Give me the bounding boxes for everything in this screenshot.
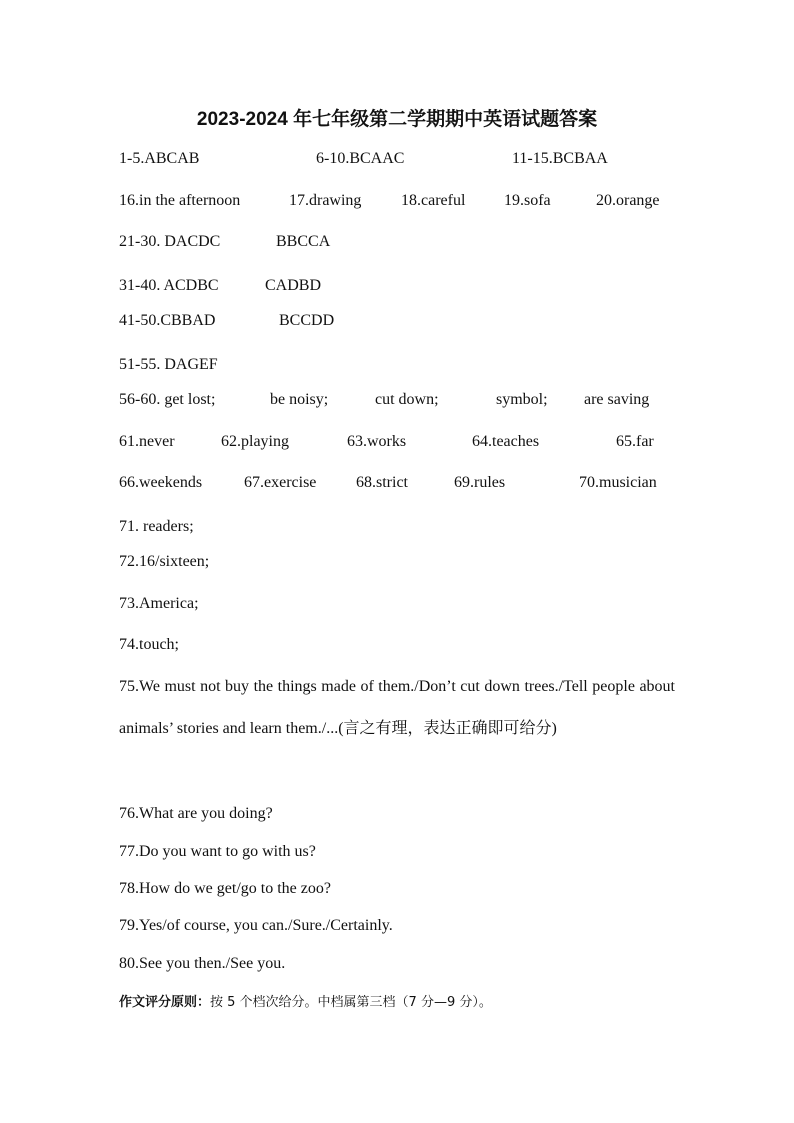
answer-67: 67.exercise — [244, 474, 317, 491]
answer-62: 62.playing — [221, 433, 289, 450]
answer-19: 19.sofa — [504, 192, 551, 209]
answer-68: 68.strict — [356, 474, 408, 491]
answer-79: 79.Yes/of course, you can./Sure./Certainly. — [119, 917, 393, 934]
answer-6-10: 6-10.BCAAC — [316, 150, 405, 167]
answer-74: 74.touch; — [119, 636, 179, 653]
answer-11-15: 11-15.BCBAA — [512, 150, 608, 167]
answer-64: 64.teaches — [472, 433, 540, 450]
answer-51-55: 51-55. DAGEF — [119, 356, 218, 373]
answer-16: 16.in the afternoon — [119, 192, 241, 209]
essay-scoring-label: 作文评分原则： — [119, 995, 211, 1010]
answer-1-5: 1-5.ABCAB — [119, 150, 200, 167]
answer-26-30: BBCCA — [276, 233, 331, 250]
page-title: 2023-2024 年七年级第二学期期中英语试题答案 — [196, 109, 598, 130]
answer-63: 63.works — [347, 433, 407, 450]
answer-57: be noisy; — [270, 391, 329, 408]
answer-41-45: 41-50.CBBAD — [119, 312, 216, 329]
answer-69: 69.rules — [454, 474, 506, 491]
answer-56: 56-60. get lost; — [119, 391, 216, 408]
essay-scoring-note — [119, 991, 492, 1010]
answer-70: 70.musician — [579, 474, 657, 491]
answer-73: 73.America; — [119, 595, 199, 612]
answer-46-50: BCCDD — [279, 312, 335, 329]
answer-76: 76.What are you doing? — [119, 805, 273, 822]
answer-61: 61.never — [119, 433, 175, 450]
answer-77: 77.Do you want to go with us? — [119, 843, 316, 860]
answer-72: 72.16/sixteen; — [119, 553, 210, 570]
answer-71: 71. readers; — [119, 518, 194, 535]
answer-18: 18.careful — [401, 192, 466, 209]
answer-20: 20.orange — [596, 192, 660, 209]
answer-17: 17.drawing — [289, 192, 362, 209]
answer-60: are saving — [584, 391, 650, 408]
answer-59: symbol; — [496, 391, 548, 408]
answer-75: 75.We must not buy the things made of them./Don’t cut down trees./Tell people about animals’ stories and learn them./...(言之有理，表达正确即可给分) — [119, 678, 675, 737]
answer-36-40: CADBD — [265, 277, 322, 294]
essay-scoring-text: 按 5 个档次给分。中档属第三档（7 分—9 分）。 — [210, 995, 492, 1010]
answer-31-35: 31-40. ACDBC — [119, 277, 219, 294]
answer-65: 65.far — [616, 433, 654, 450]
answer-80: 80.See you then./See you. — [119, 955, 286, 972]
answer-78: 78.How do we get/go to the zoo? — [119, 880, 331, 897]
answer-21-25: 21-30. DACDC — [119, 233, 221, 250]
answer-66: 66.weekends — [119, 474, 203, 491]
answer-58: cut down; — [375, 391, 439, 408]
